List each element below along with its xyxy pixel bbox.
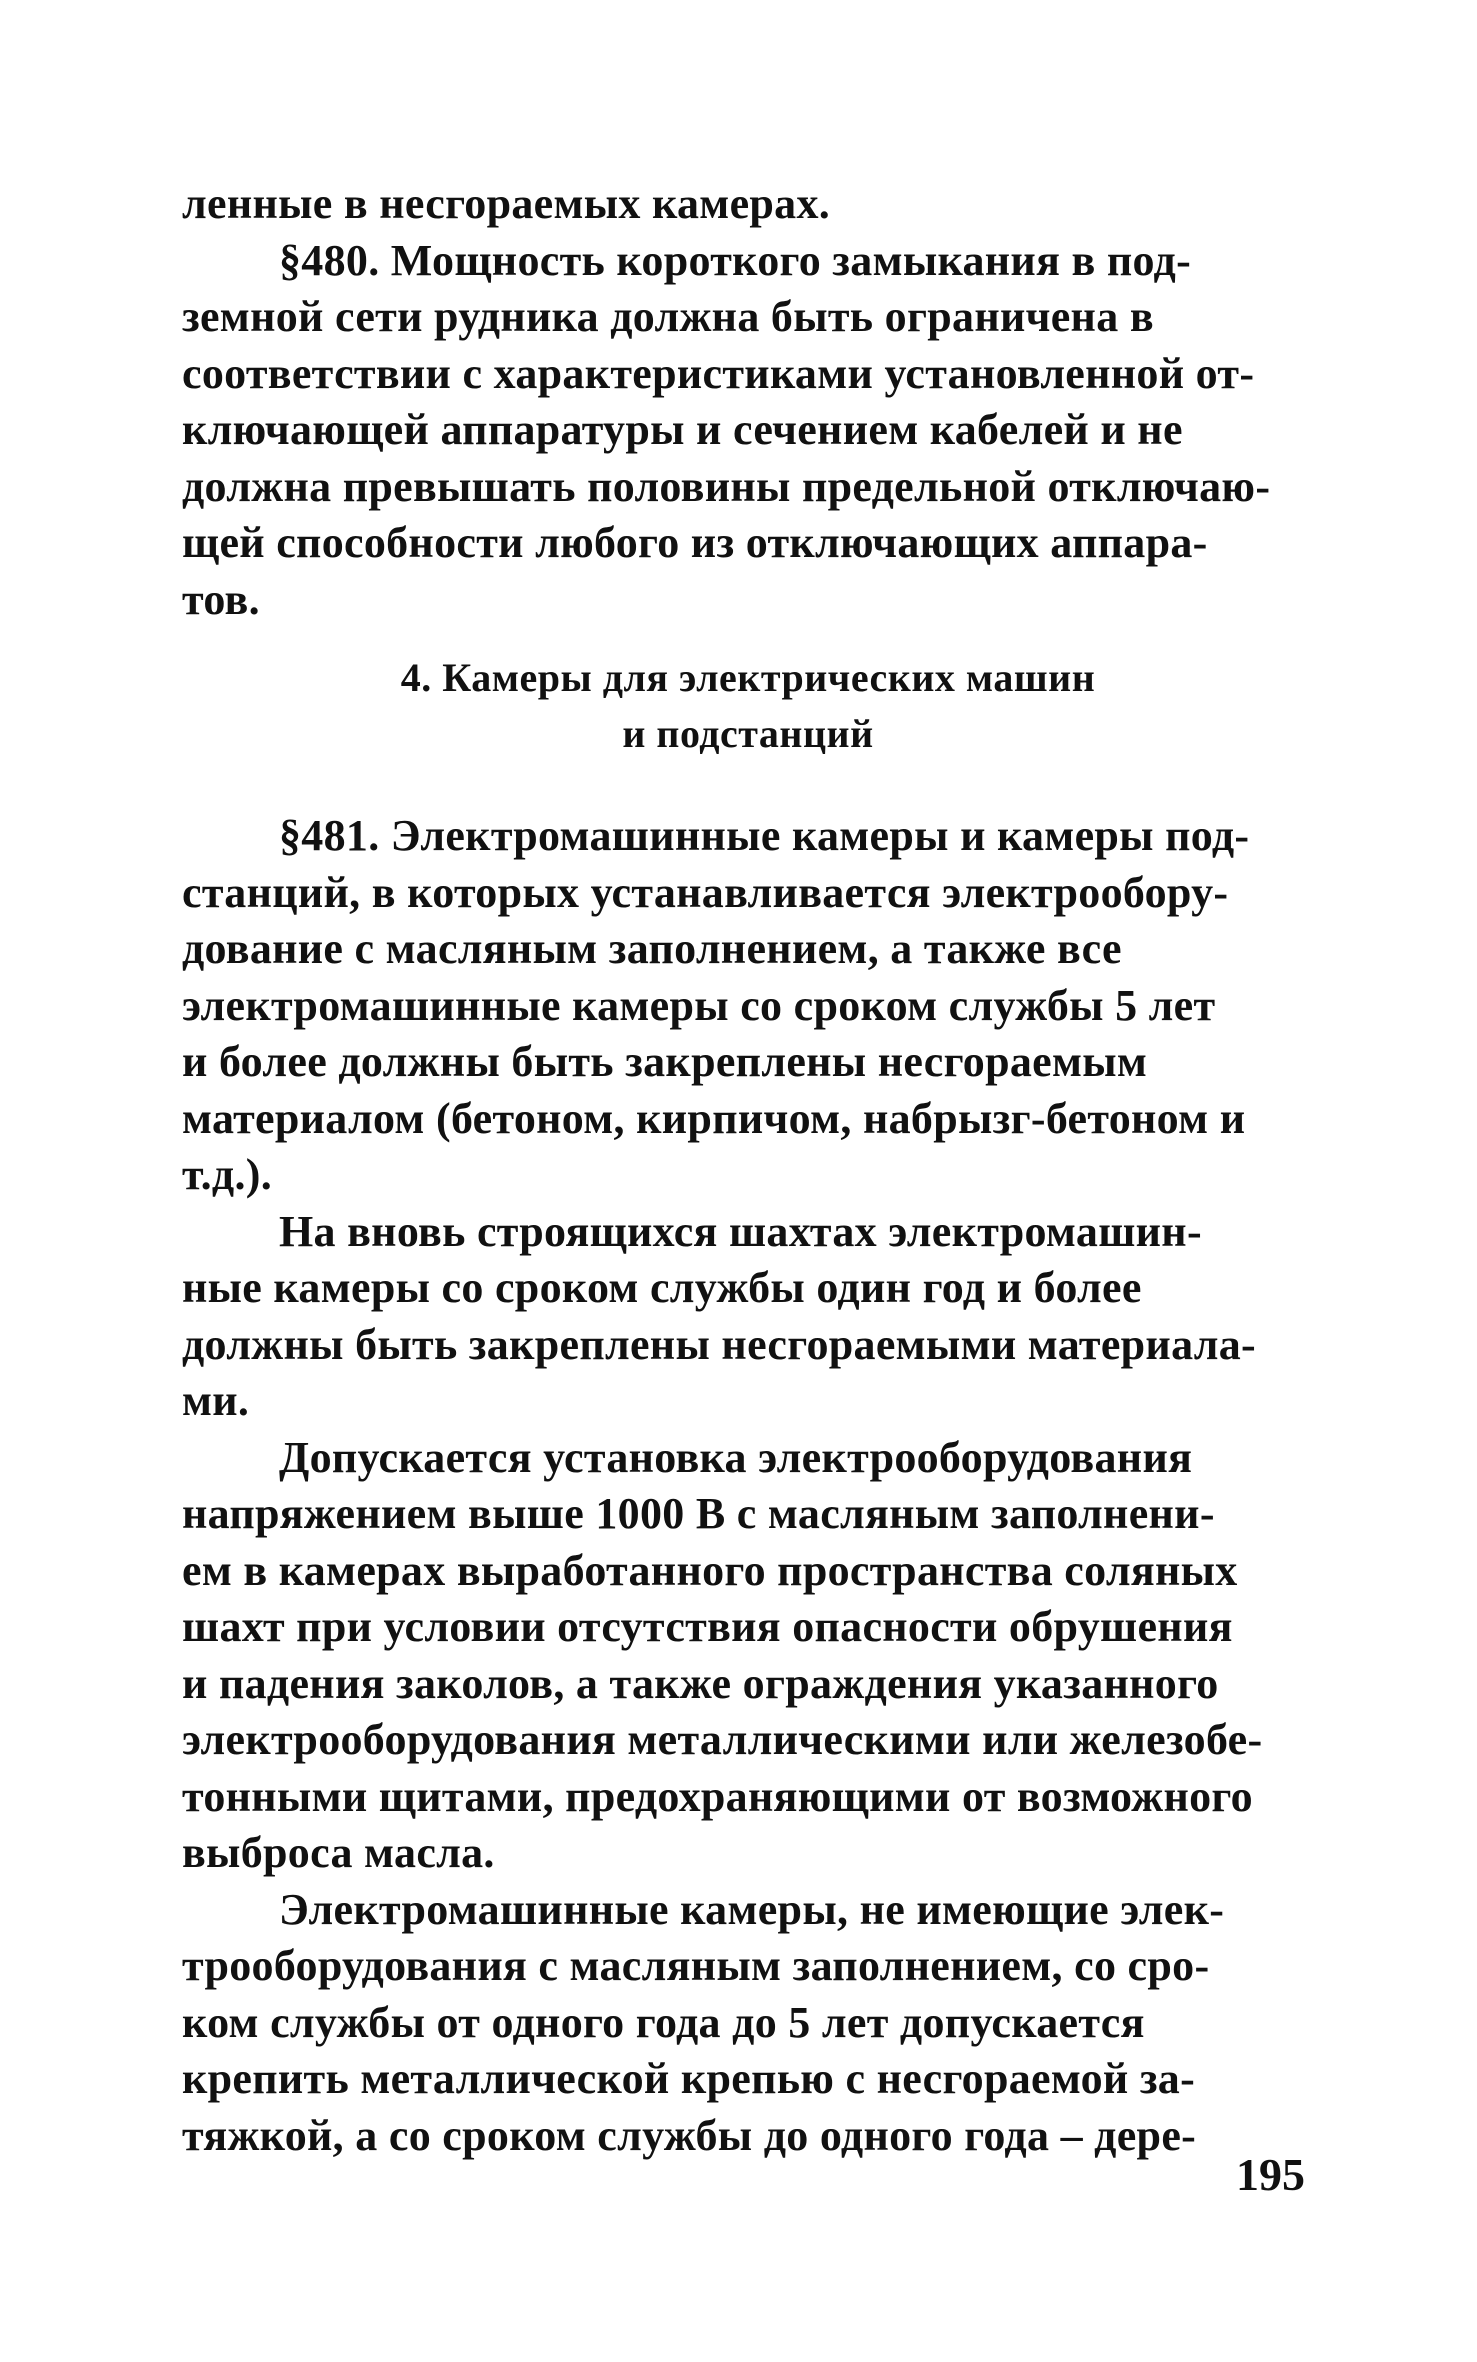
allowed-line: Допускается установка электрооборудования: [279, 1432, 1193, 1482]
body-text-block: [182, 808, 1314, 2164]
p480-line: должна превышать половины предельной отключаю-: [182, 461, 1271, 511]
page-number: 195: [1236, 2149, 1305, 2200]
p480-line: §480. Мощность короткого замыкания в под-: [279, 235, 1192, 285]
p480-line: ключающей аппаратуры и сечением кабелей и не: [182, 405, 1183, 454]
allowed-line: напряжением выше 1000 В с масляным заполнени-: [182, 1489, 1215, 1538]
p480-line: щей способности любого из отключающих аппара-: [182, 518, 1208, 567]
paragraph-481: [182, 808, 1314, 1204]
p480-line: тов.: [182, 574, 260, 624]
p481-line: электромашинные камеры со сроком службы 5 лет: [182, 980, 1216, 1030]
p481-line: станций, в которых устанавливается электрообору-: [182, 867, 1229, 917]
last-line: крепить металлической крепью с несгораемой за-: [182, 2054, 1196, 2103]
new-mines-line: должны быть закреплены несгораемыми материала-: [182, 1319, 1257, 1369]
continuation-line: ленные в несгораемых камерах.: [182, 179, 831, 228]
section-heading-line-1: 4. Камеры для электрических машин: [400, 655, 1096, 700]
allowed-line: электрооборудования металлическими или железобе-: [182, 1715, 1263, 1764]
new-mines-line: ми.: [182, 1376, 250, 1425]
new-mines-line: ные камеры со сроком службы один год и более: [182, 1263, 1142, 1312]
p481-line: и более должны быть закреплены несгораемым: [182, 1037, 1148, 1086]
last-line: ком службы от одного года до 5 лет допускается: [182, 1997, 1145, 2047]
paragraph-allowed: [182, 1430, 1314, 1882]
paragraph-last: [182, 1882, 1314, 2165]
last-line: трооборудования с масляным заполнением, со сро-: [182, 1941, 1210, 1990]
allowed-line: тонными щитами, предохраняющими от возможного: [182, 1771, 1253, 1821]
allowed-line: ем в камерах выработанного пространства соляных: [182, 1545, 1238, 1595]
last-line: тяжкой, а со сроком службы до одного года – дере-: [182, 2110, 1197, 2160]
section-heading-line-2: и подстанций: [622, 711, 874, 756]
last-line: Электромашинные камеры, не имеющие элек-: [279, 1884, 1225, 1934]
new-mines-line: На вновь строящихся шахтах электромашин-: [279, 1206, 1202, 1256]
section-heading: [182, 650, 1314, 762]
allowed-line: и падения заколов, а также ограждения указанного: [182, 1658, 1219, 1708]
p481-line: материалом (бетоном, кирпичом, набрызг-бетоном и: [182, 1093, 1246, 1143]
paragraph-480: [182, 233, 1314, 629]
p481-line: дование с масляным заполнением, а также все: [182, 924, 1122, 973]
p480-line: соответствии с характеристиками установленной от-: [182, 348, 1255, 398]
allowed-line: шахт при условии отсутствия опасности обрушения: [182, 1602, 1233, 1651]
paragraph-new-mines: [182, 1204, 1314, 1430]
p481-line: §481. Электромашинные камеры и камеры под-: [279, 811, 1250, 860]
top-text-block: [182, 176, 1314, 628]
p481-line: т.д.).: [182, 1150, 273, 1199]
p480-line: земной сети рудника должна быть ограничена в: [182, 292, 1154, 341]
allowed-line: выброса масла.: [182, 1828, 495, 1877]
